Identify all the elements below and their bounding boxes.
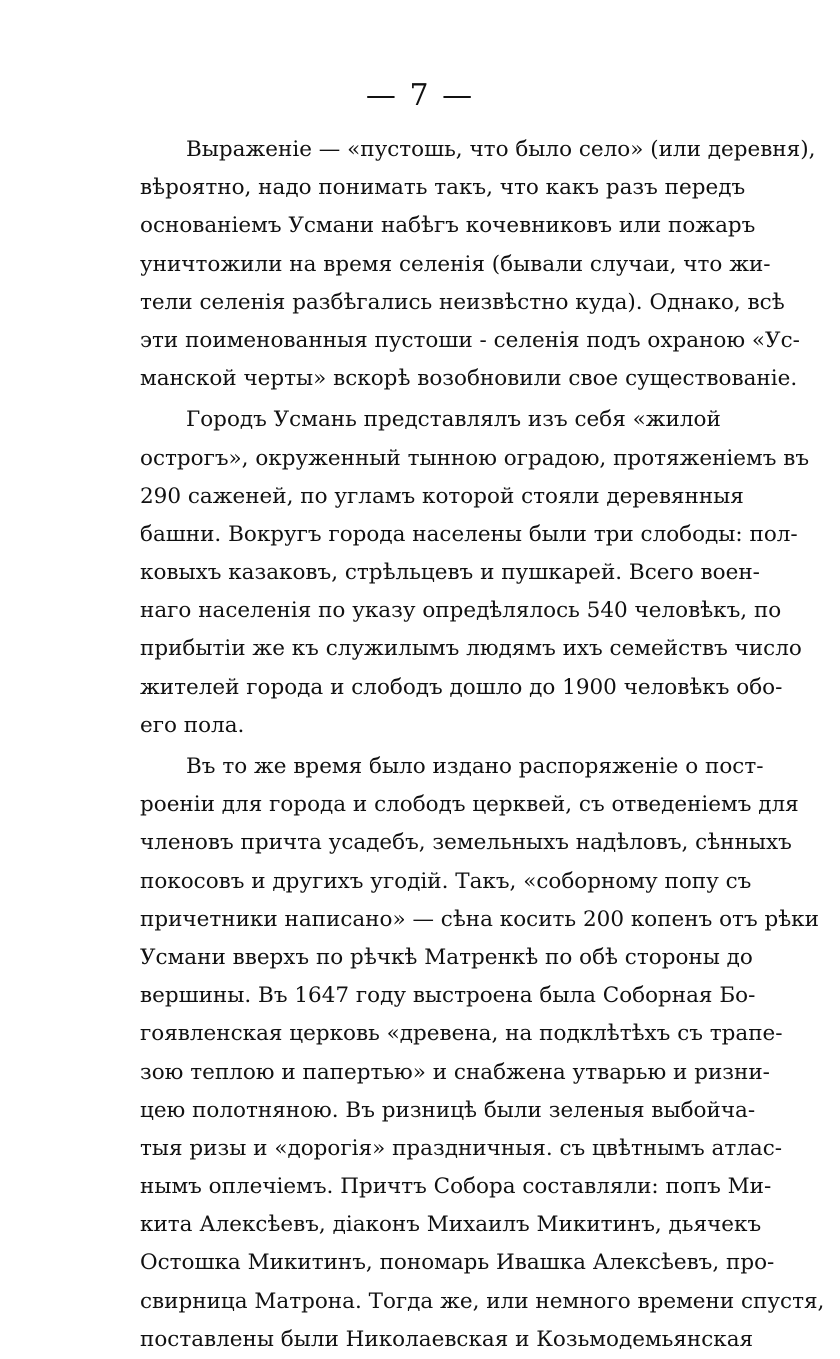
text-line: его пола. — [140, 712, 245, 738]
text-line: причетники написано» — сѣна косить 200 копенъ отъ рѣки — [140, 906, 819, 932]
text-line: эти поименованныя пустоши - селенія подъ охраною «Ус- — [140, 327, 800, 353]
text-line: тыя ризы и «дорогія» праздничныя. съ цвѣтнымъ атлас- — [140, 1135, 783, 1161]
text-line: кита Алексѣевъ, діаконъ Михаилъ Микитинъ, дьячекъ — [140, 1212, 762, 1238]
text-line: роеніи для города и слободъ церквей, съ отведеніемъ для — [140, 792, 799, 818]
text-line: башни. Вокругъ города населены были три слободы: пол- — [140, 521, 798, 547]
text-line: вершины. Въ 1647 году выстроена была Соборная Бо- — [140, 983, 756, 1009]
paragraph-1 — [140, 131, 816, 398]
page-number: — 7 — — [365, 78, 475, 113]
text-line: Остошка Микитинъ, пономарь Ивашка Алексѣевъ, про- — [140, 1250, 775, 1276]
text-line: вѣроятно, надо понимать такъ, что какъ разъ передъ — [140, 175, 746, 201]
text-line: цею полотняною. Въ ризницѣ были зеленыя выбойча- — [140, 1097, 756, 1123]
text-line: уничтожили на время селенія (бывали случаи, что жи- — [140, 251, 771, 277]
text-line: свирница Матрона. Тогда же, или немного времени спустя, — [140, 1288, 825, 1314]
text-line: прибытіи же къ служилымъ людямъ ихъ семействъ число — [140, 636, 802, 662]
text-line: манской черты» вскорѣ возобновили свое существованіе. — [140, 366, 798, 392]
body-text — [140, 131, 825, 1359]
text-line: тели селенія разбѣгались неизвѣстно куда). Однако, всѣ — [140, 289, 785, 315]
text-line: наго населенія по указу опредѣлялось 540 человѣкъ, по — [140, 598, 782, 624]
paragraph-2 — [140, 401, 810, 745]
text-line: ковыхъ казаковъ, стрѣльцевъ и пушкарей. Всего воен- — [140, 560, 760, 586]
text-line: Въ то же время было издано распоряженіе о пост- — [186, 754, 764, 779]
text-line: жителей города и слободъ дошло до 1900 человѣкъ обо- — [140, 674, 783, 700]
text-line: острогъ», окруженный тынною оградою, протяженіемъ въ — [140, 445, 810, 471]
text-line: Городъ Усмань представлялъ изъ себя «жилой — [186, 407, 721, 433]
text-line: зою теплою и папертью» и снабжена утварью и ризни- — [140, 1059, 770, 1085]
text-line: Выраженіе — «пустошь, что было село» (или деревня), — [186, 137, 816, 162]
text-line: гоявленская церковь «древена, на подклѣтѣхъ съ трапе- — [140, 1021, 783, 1047]
text-line: нымъ оплечіемъ. Причтъ Собора составляли: попъ Ми- — [140, 1174, 772, 1200]
text-line: 290 саженей, по угламъ которой стояли деревянныя — [140, 483, 744, 509]
text-line: основаніемъ Усмани набѣгъ кочевниковъ или пожаръ — [140, 213, 756, 239]
text-line: покосовъ и другихъ угодій. Такъ, «соборному попу съ — [140, 868, 752, 894]
text-line: поставлены были Николаевская и Козьмодемьянская — [140, 1326, 754, 1352]
paragraph-3 — [140, 748, 825, 1359]
text-line: Усмани вверхъ по рѣчкѣ Матренкѣ по обѣ стороны до — [140, 944, 753, 970]
text-line: членовъ причта усадебъ, земельныхъ надѣловъ, сѣнныхъ — [140, 830, 792, 856]
